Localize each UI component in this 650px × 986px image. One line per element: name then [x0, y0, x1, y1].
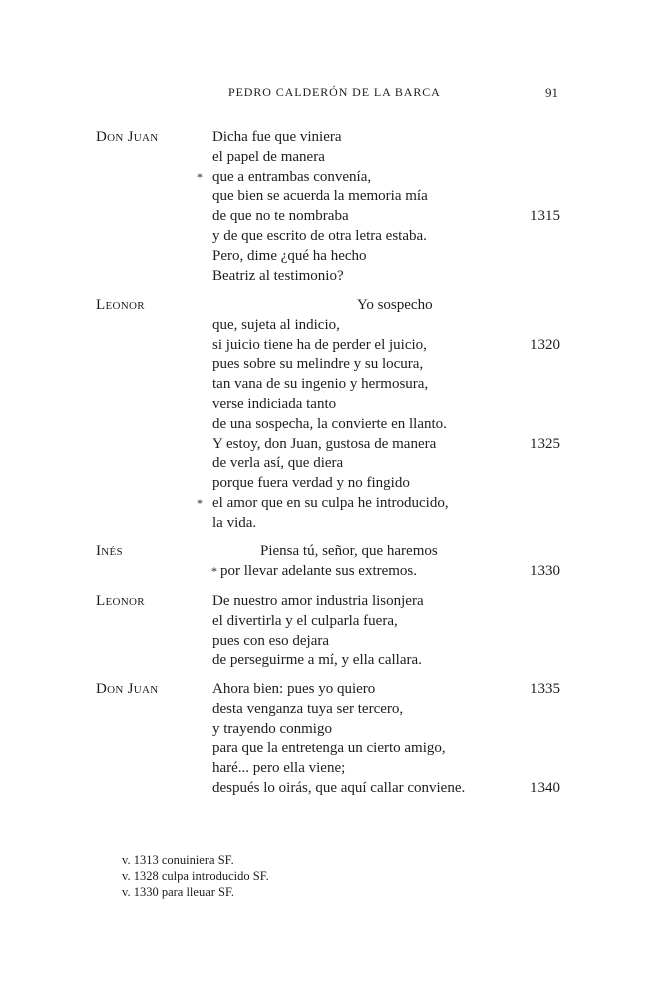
verse-text-line: de verla así, que diera	[212, 455, 344, 472]
verse-line	[0, 128, 650, 148]
speech-block	[0, 128, 650, 286]
verse-line	[0, 316, 650, 336]
speaker-name: Leonor	[96, 297, 145, 313]
textual-note: v. 1330 para lleuar SF.	[122, 885, 235, 899]
speech-block	[0, 542, 650, 582]
note-asterisk: *	[197, 169, 203, 184]
verse-text-line: el amor que en su culpa he introducido,	[212, 494, 449, 511]
verse-line	[0, 336, 650, 356]
verse-line	[0, 612, 650, 632]
verse-text-line: Ahora bien: pues yo quiero	[212, 681, 376, 697]
verse-text-line: y de que escrito de otra letra estaba.	[212, 227, 427, 244]
verse-text-line: haré... pero ella viene;	[212, 760, 346, 777]
verse-text-line: la vida.	[212, 514, 257, 531]
verse-line	[0, 759, 650, 779]
verse-text-line: Pero, dime ¿qué ha hecho	[212, 247, 367, 264]
verse-line	[0, 494, 650, 514]
verse-text-line: si juicio tiene ha de perder el juicio,	[212, 336, 427, 353]
line-number: 1330	[530, 562, 560, 579]
verse-line	[0, 680, 650, 700]
verse-line	[0, 700, 650, 720]
line-number: 1325	[530, 435, 560, 452]
verse-line	[0, 227, 650, 247]
verse-line	[0, 148, 650, 168]
verse-line	[0, 474, 650, 494]
verse-line	[0, 542, 650, 562]
verse-text-line: por llevar adelante sus extremos.	[220, 562, 418, 579]
verse-line	[0, 720, 650, 740]
verse-line	[0, 375, 650, 395]
verse-text-line: que, sujeta al indicio,	[212, 316, 340, 333]
speaker-name: Leonor	[96, 593, 145, 609]
line-number: 1315	[530, 208, 560, 225]
verse-text-line: que bien se acuerda la memoria mía	[212, 188, 428, 205]
verse-line	[0, 651, 650, 671]
verse-line	[0, 395, 650, 415]
verse-text-line: porque fuera verdad y no fingido	[212, 475, 410, 492]
verse-line	[0, 415, 650, 435]
note-asterisk: *	[197, 495, 203, 510]
verse-line	[0, 632, 650, 652]
running-head-title: PEDRO CALDERÓN DE LA BARCA	[228, 85, 441, 99]
verse-line	[0, 739, 650, 759]
verse-line	[0, 267, 650, 287]
speaker-name: Don Juan	[96, 681, 159, 697]
line-number: 1340	[530, 779, 560, 796]
running-head	[0, 85, 650, 105]
verse-text-line: Piensa tú, señor, que haremos	[260, 543, 438, 559]
verse-line	[0, 779, 650, 799]
verse-text-line: tan vana de su ingenio y hermosura,	[212, 376, 429, 393]
verse-line	[0, 247, 650, 267]
verse-line	[0, 207, 650, 227]
line-number: 1335	[530, 681, 560, 697]
verse-line	[0, 435, 650, 455]
verse-text-line: y trayendo conmigo	[212, 720, 332, 737]
verse-text-line: verse indiciada tanto	[212, 395, 337, 412]
verse-text-line: de que no te nombraba	[212, 208, 349, 225]
verse-line	[0, 296, 650, 316]
textual-note: v. 1328 culpa introducido SF.	[122, 869, 269, 883]
verse-line	[0, 514, 650, 534]
verse-text-line: Dicha fue que viniera	[212, 129, 342, 145]
verse-text-line: pues con eso dejara	[212, 632, 330, 649]
page-number: 91	[545, 85, 558, 100]
verse-line	[0, 355, 650, 375]
textual-note: v. 1313 conuiniera SF.	[122, 853, 234, 867]
verse-text-line: el papel de manera	[212, 148, 325, 165]
verse-text-line: después lo oirás, que aquí callar conviene.	[212, 779, 466, 796]
verse-text-line: de una sospecha, la convierte en llanto.	[212, 415, 447, 432]
textual-notes	[122, 852, 269, 900]
verse-line	[0, 592, 650, 612]
verse-line	[0, 454, 650, 474]
speaker-name: Don Juan	[96, 129, 159, 145]
verse-text-line: de perseguirme a mí, y ella callara.	[212, 652, 422, 669]
speaker-name: Inés	[96, 543, 123, 559]
speech-block	[0, 680, 650, 799]
verse-text-line: que a entrambas convenía,	[212, 168, 372, 185]
verse-line	[0, 187, 650, 207]
speech-block	[0, 592, 650, 671]
verse-text-line: para que la entretenga un cierto amigo,	[212, 740, 446, 757]
verse-text-line: el divertirla y el culparla fuera,	[212, 612, 398, 629]
verse-text-line: De nuestro amor industria lisonjera	[212, 593, 424, 609]
verse-text-line: Y estoy, don Juan, gustosa de manera	[212, 435, 437, 452]
verse-line	[0, 168, 650, 188]
verse-line	[0, 562, 650, 582]
verse-text-line: Yo sospecho	[357, 297, 433, 313]
speech-block	[0, 296, 650, 534]
note-asterisk: *	[211, 563, 217, 578]
line-number: 1320	[530, 336, 560, 353]
verse-text-line: pues sobre su melindre y su locura,	[212, 356, 424, 373]
verse-text-line: Beatriz al testimonio?	[212, 267, 344, 284]
verse-text-line: desta venganza tuya ser tercero,	[212, 700, 404, 717]
